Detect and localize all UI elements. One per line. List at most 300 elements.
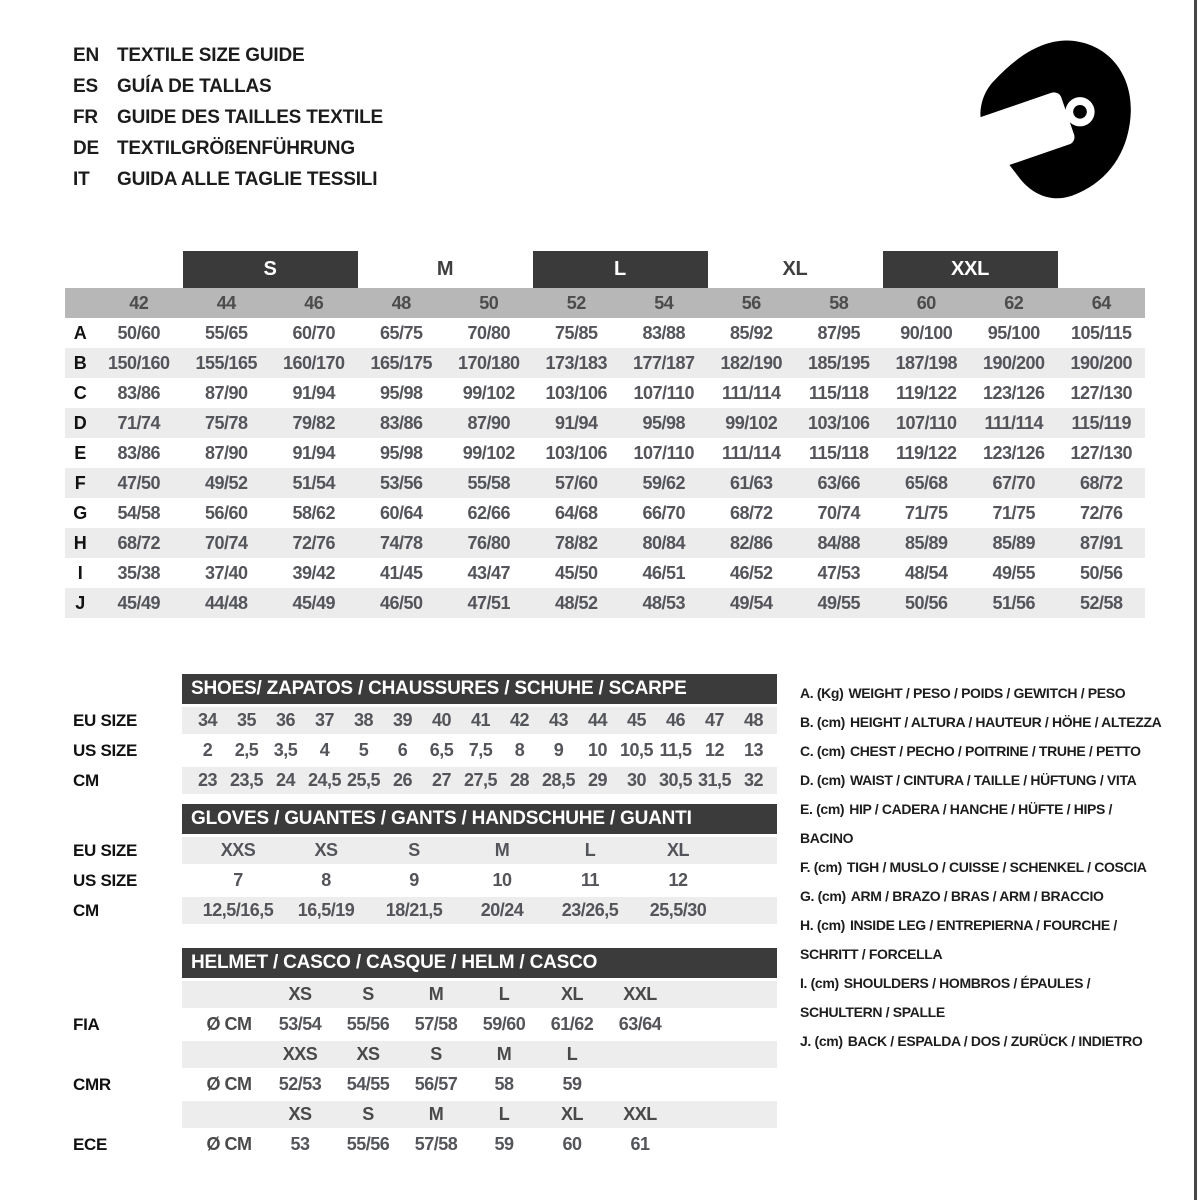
size-number: 60	[916, 293, 936, 313]
helmet-icon	[963, 26, 1158, 221]
legend-key: I. (cm)	[800, 975, 839, 991]
cell-value: 30,5	[658, 770, 693, 790]
legend-item	[800, 795, 1162, 853]
legend-text: ARM / BRAZO / BRAS / ARM / BRACCIO	[850, 888, 1104, 904]
unit-spacer	[192, 981, 266, 1008]
size-value: 76/80	[467, 533, 511, 553]
size-value: 49/52	[204, 473, 248, 493]
cell-value: 39	[392, 710, 413, 730]
size-value: 49/55	[992, 563, 1036, 583]
table-title-row	[65, 804, 780, 834]
size-value: 46/50	[379, 593, 423, 613]
cell-value: 27	[431, 770, 452, 790]
helmet-size-label: M	[428, 1104, 444, 1124]
standard-label: CMR	[73, 1075, 111, 1094]
cell-value: 37	[314, 710, 335, 730]
cell-value: 63/64	[618, 1014, 662, 1034]
row-label-spacer	[65, 948, 182, 978]
cell-value: 2	[202, 740, 213, 760]
row-cells	[182, 737, 777, 764]
size-value: 91/94	[554, 413, 598, 433]
size-value: 50/60	[117, 323, 161, 343]
size-value: 85/89	[992, 533, 1036, 553]
size-number: 46	[304, 293, 324, 313]
size-value: 115/118	[808, 383, 869, 403]
cell-value: 45	[626, 710, 647, 730]
size-value: 71/75	[992, 503, 1036, 523]
size-group-label: XL	[782, 258, 808, 280]
cell-value: 44	[587, 710, 608, 730]
size-value: 84/88	[817, 533, 861, 553]
helmet-size-table	[65, 948, 780, 1161]
cell-value: 35	[236, 710, 257, 730]
legend-text: SHOULDERS / HOMBROS / ÉPAULES / SCHULTERN / SPALLE	[800, 975, 1091, 1020]
size-value: 103/106	[545, 443, 608, 463]
size-value: 74/78	[379, 533, 423, 553]
size-value: 173/183	[545, 353, 608, 373]
size-value: 82/86	[729, 533, 773, 553]
cell-value: 31,5	[697, 770, 732, 790]
size-value: 99/102	[462, 383, 515, 403]
size-value: 78/82	[554, 533, 598, 553]
cell-value: 6,5	[429, 740, 454, 760]
size-value: 41/45	[379, 563, 423, 583]
size-value: 99/102	[725, 413, 778, 433]
size-value: 37/40	[204, 563, 248, 583]
size-value: 83/86	[379, 413, 423, 433]
size-value: 70/74	[817, 503, 861, 523]
size-value: 47/53	[817, 563, 861, 583]
size-value: 51/54	[292, 473, 336, 493]
size-value: 91/94	[292, 383, 336, 403]
size-value: 177/187	[632, 353, 695, 373]
cell-value: XL	[666, 840, 689, 860]
row-cells	[182, 1071, 777, 1098]
row-label-spacer	[65, 981, 182, 1008]
size-value: 182/190	[720, 353, 783, 373]
helmet-values-row	[65, 1011, 780, 1038]
size-value: 64/68	[554, 503, 598, 523]
size-value: 48/52	[554, 593, 598, 613]
legend-item	[800, 679, 1162, 708]
table-title-row	[65, 674, 780, 704]
legend-text: WEIGHT / PESO / POIDS / GEWITCH / PESO	[848, 685, 1126, 701]
size-value: 111/114	[721, 383, 781, 403]
cell-value: 60	[562, 1134, 582, 1154]
helmet-size-label: XS	[288, 1104, 312, 1124]
cell-value: 10,5	[619, 740, 654, 760]
size-value: 127/130	[1070, 443, 1133, 463]
cell-value: 12	[668, 870, 688, 890]
size-value: 61/63	[729, 473, 773, 493]
cell-value: 3,5	[273, 740, 298, 760]
legend-item	[800, 853, 1162, 882]
helmet-size-label: XL	[560, 984, 583, 1004]
cell-value: 41	[470, 710, 491, 730]
size-value: 83/86	[117, 383, 161, 403]
cell-value: 32	[743, 770, 764, 790]
language-title: GUIDA ALLE TAGLIE TESSILI	[117, 169, 378, 190]
row-letter: E	[74, 443, 86, 463]
row-cells	[182, 1011, 777, 1038]
size-value: 65/68	[904, 473, 948, 493]
size-value: 95/100	[987, 323, 1040, 343]
cell-value: XS	[314, 840, 338, 860]
unit-label: Ø CM	[206, 1074, 252, 1094]
size-value: 50/56	[1079, 563, 1123, 583]
size-value: 127/130	[1070, 383, 1133, 403]
size-group-label: M	[436, 258, 454, 280]
legend-item	[800, 708, 1162, 737]
cell-value: 7	[233, 870, 243, 890]
cell-value: 30	[626, 770, 647, 790]
size-value: 115/118	[808, 443, 869, 463]
size-number: 52	[566, 293, 586, 313]
cell-value: 11	[580, 870, 600, 890]
size-value: 111/114	[984, 413, 1044, 433]
size-value: 83/88	[642, 323, 686, 343]
table-title-row	[65, 948, 780, 978]
helmet-size-label: S	[430, 1044, 442, 1064]
size-value: 46/51	[642, 563, 686, 583]
size-value: 190/200	[982, 353, 1045, 373]
legend-key: A. (Kg)	[800, 685, 844, 701]
size-number: 62	[1004, 293, 1024, 313]
size-value: 95/98	[379, 443, 423, 463]
helmet-size-label: S	[362, 1104, 374, 1124]
size-value: 48/54	[904, 563, 948, 583]
size-value: 62/66	[467, 503, 511, 523]
cell-value: XXS	[220, 840, 256, 860]
size-number: 48	[391, 293, 411, 313]
helmet-size-label: L	[498, 1104, 510, 1124]
size-value: 51/56	[992, 593, 1036, 613]
size-value: 55/58	[467, 473, 511, 493]
helmet-sizes-row	[65, 1041, 780, 1068]
cell-value: 58	[494, 1074, 514, 1094]
size-value: 45/50	[554, 563, 598, 583]
language-row	[73, 71, 383, 102]
legend-text: HIP / CADERA / HANCHE / HÜFTE / HIPS / BACINO	[800, 801, 1113, 846]
size-table-row	[65, 468, 1145, 498]
cell-value: 13	[743, 740, 764, 760]
language-title: GUÍA DE TALLAS	[117, 76, 272, 97]
cell-value: 29	[587, 770, 608, 790]
size-value: 66/70	[642, 503, 686, 523]
size-number: 64	[1091, 293, 1111, 313]
size-value: 54/58	[117, 503, 161, 523]
cell-value: 55/56	[346, 1014, 390, 1034]
legend-key: G. (cm)	[800, 888, 846, 904]
size-value: 75/78	[204, 413, 248, 433]
cell-value: 53	[290, 1134, 310, 1154]
legend-text: WAIST / CINTURA / TAILLE / HÜFTUNG / VITA	[850, 772, 1137, 788]
cell-value: 43	[548, 710, 569, 730]
size-value: 90/100	[900, 323, 953, 343]
size-value: 68/72	[729, 503, 773, 523]
legend-text: CHEST / PECHO / POITRINE / TRUHE / PETTO	[850, 743, 1141, 759]
size-value: 52/58	[1079, 593, 1123, 613]
legend-key: E. (cm)	[800, 801, 845, 817]
row-letter: D	[73, 413, 87, 433]
cell-value: 55/56	[346, 1134, 390, 1154]
row-letter: A	[73, 323, 87, 343]
cell-value: 57/58	[414, 1134, 458, 1154]
legend-item	[800, 911, 1162, 969]
size-number: 50	[479, 293, 499, 313]
table-title-bar: SHOES/ ZAPATOS / CHAUSSURES / SCHUHE / SCARPE	[182, 674, 777, 704]
cell-value: 48	[743, 710, 764, 730]
row-cells	[182, 867, 777, 894]
size-value: 45/49	[117, 593, 161, 613]
size-value: 91/94	[292, 443, 336, 463]
helmet-size-label: M	[496, 1044, 512, 1064]
table-row	[65, 837, 780, 864]
cell-value: 23/26,5	[561, 900, 619, 920]
cell-value: 4	[319, 740, 330, 760]
helmet-size-label: S	[362, 984, 374, 1004]
row-label: US SIZE	[73, 871, 138, 890]
size-value: 85/92	[729, 323, 773, 343]
size-value: 95/98	[642, 413, 686, 433]
size-value: 87/90	[204, 383, 248, 403]
legend-text: BACK / ESPALDA / DOS / ZURÜCK / INDIETRO	[847, 1033, 1143, 1049]
legend-key: H. (cm)	[800, 917, 845, 933]
cell-value: 6	[397, 740, 408, 760]
helmet-size-label: XL	[560, 1104, 583, 1124]
cell-value: 18/21,5	[385, 900, 443, 920]
size-value: 190/200	[1070, 353, 1133, 373]
row-label: US SIZE	[73, 741, 138, 760]
size-value: 47/50	[117, 473, 161, 493]
language-title: TEXTILGRÖßENFÜHRUNG	[117, 138, 355, 159]
legend-text: INSIDE LEG / ENTREPIERNA / FOURCHE / SCHRITT / FORCELLA	[800, 917, 1117, 962]
row-label-spacer	[65, 1101, 182, 1128]
language-code: DE	[73, 138, 99, 159]
cell-value: 10	[587, 740, 608, 760]
size-value: 56/60	[204, 503, 248, 523]
cell-value: 25,5/30	[649, 900, 707, 920]
size-group-label: XXL	[883, 251, 1058, 288]
language-code: IT	[73, 169, 90, 190]
table-title-bar: GLOVES / GUANTES / GANTS / HANDSCHUHE / GUANTI	[182, 804, 777, 834]
size-value: 67/70	[992, 473, 1036, 493]
size-value: 80/84	[642, 533, 686, 553]
size-value: 45/49	[292, 593, 336, 613]
row-label: CM	[73, 901, 99, 920]
size-value: 87/91	[1079, 533, 1123, 553]
size-value: 65/75	[379, 323, 423, 343]
size-value: 58/62	[292, 503, 336, 523]
language-row	[73, 133, 383, 164]
size-table-row	[65, 318, 1145, 348]
size-value: 63/66	[817, 473, 861, 493]
cell-value: 26	[392, 770, 413, 790]
size-value: 83/86	[117, 443, 161, 463]
size-value: 119/122	[895, 383, 957, 403]
row-label: CM	[73, 771, 99, 790]
helmet-size-label	[606, 1041, 674, 1068]
size-value: 35/38	[117, 563, 161, 583]
size-value: 57/60	[554, 473, 598, 493]
cell-value: 5	[358, 740, 369, 760]
legend-key: B. (cm)	[800, 714, 845, 730]
cell-value: 24,5	[307, 770, 342, 790]
table-row	[65, 707, 780, 734]
size-value: 72/76	[1079, 503, 1123, 523]
size-value: 70/74	[204, 533, 248, 553]
legend-item	[800, 737, 1162, 766]
cell-value: 34	[197, 710, 218, 730]
size-value: 70/80	[467, 323, 511, 343]
size-value: 48/53	[642, 593, 686, 613]
helmet-size-label: XXL	[623, 984, 657, 1004]
size-value: 103/106	[545, 383, 608, 403]
size-group-label: S	[183, 251, 358, 288]
gloves-size-table	[65, 804, 780, 927]
legend-text: TIGH / MUSLO / CUISSE / SCHENKEL / COSCIA	[846, 859, 1147, 875]
legend-item	[800, 882, 1162, 911]
helmet-size-label: XS	[356, 1044, 380, 1064]
helmet-sizes-row	[65, 1101, 780, 1128]
row-letter: F	[74, 473, 86, 493]
cell-value: 53/54	[278, 1014, 322, 1034]
row-cells	[182, 897, 777, 924]
row-cells	[182, 1101, 777, 1128]
cell-value: M	[494, 840, 510, 860]
size-value: 165/175	[370, 353, 433, 373]
cell-value: 57/58	[414, 1014, 458, 1034]
size-value: 155/165	[195, 353, 258, 373]
size-table-row	[65, 438, 1145, 468]
size-value: 107/110	[633, 443, 695, 463]
size-value: 111/114	[721, 443, 781, 463]
size-value: 68/72	[117, 533, 161, 553]
row-cells	[182, 707, 777, 734]
cell-value: 27,5	[463, 770, 498, 790]
cell-value: L	[584, 840, 596, 860]
size-number: 54	[654, 293, 674, 313]
size-value: 160/170	[282, 353, 345, 373]
size-value: 187/198	[895, 353, 958, 373]
helmet-values-row	[65, 1071, 780, 1098]
row-letter: G	[73, 503, 87, 523]
cell-value: 7,5	[468, 740, 493, 760]
size-value: 99/102	[462, 443, 515, 463]
cell-value: 40	[431, 710, 452, 730]
size-value: 49/55	[817, 593, 861, 613]
language-title: TEXTILE SIZE GUIDE	[117, 45, 305, 66]
size-number: 44	[216, 293, 236, 313]
cell-value: 20/24	[480, 900, 524, 920]
cell-value: 23,5	[229, 770, 264, 790]
row-label-spacer	[65, 804, 182, 834]
cell-value: 54/55	[346, 1074, 390, 1094]
cell-value: 36	[275, 710, 296, 730]
cell-value: 10	[492, 870, 512, 890]
row-letter: I	[77, 563, 83, 583]
size-table-row	[65, 588, 1145, 618]
cell-value: 28	[509, 770, 530, 790]
size-table-row	[65, 408, 1145, 438]
size-value: 115/119	[1071, 413, 1132, 433]
cell-value: 38	[353, 710, 374, 730]
row-label-spacer	[65, 674, 182, 704]
size-group-header-row	[65, 251, 1145, 288]
helmet-values-row	[65, 1131, 780, 1158]
legend-text: HEIGHT / ALTURA / HAUTEUR / HÖHE / ALTEZZA	[850, 714, 1162, 730]
size-value: 107/110	[633, 383, 695, 403]
table-row	[65, 897, 780, 924]
language-row	[73, 164, 383, 195]
size-value: 68/72	[1079, 473, 1123, 493]
cell-value: 47	[704, 710, 725, 730]
cell-value: 42	[509, 710, 530, 730]
size-numbers-row	[65, 288, 1145, 318]
size-value: 123/126	[982, 443, 1045, 463]
helmet-size-label: XS	[288, 984, 312, 1004]
cell-value: 59	[562, 1074, 582, 1094]
size-value: 50/56	[904, 593, 948, 613]
table-row	[65, 737, 780, 764]
size-value: 59/62	[642, 473, 686, 493]
helmet-icon-svg	[963, 26, 1158, 221]
legend-item	[800, 969, 1162, 1027]
size-value: 119/122	[895, 443, 957, 463]
size-value: 107/110	[895, 413, 957, 433]
cell-value: 8	[514, 740, 525, 760]
shoes-size-table	[65, 674, 780, 797]
standard-label: ECE	[73, 1135, 108, 1154]
unit-label: Ø CM	[206, 1014, 252, 1034]
helmet-sizes-row	[65, 981, 780, 1008]
row-letter: B	[73, 353, 87, 373]
size-value: 53/56	[379, 473, 423, 493]
language-title-list	[73, 40, 383, 195]
size-value: 71/74	[117, 413, 161, 433]
size-value: 39/42	[292, 563, 336, 583]
legend-item	[800, 766, 1162, 795]
row-letter: H	[73, 533, 87, 553]
size-value: 55/65	[204, 323, 248, 343]
helmet-size-label: L	[566, 1044, 578, 1064]
size-table-row	[65, 498, 1145, 528]
cell-value	[606, 1071, 674, 1098]
legend-key: C. (cm)	[800, 743, 845, 759]
size-table-row	[65, 348, 1145, 378]
size-number: 58	[829, 293, 849, 313]
size-value: 43/47	[467, 563, 511, 583]
helmet-size-label: L	[498, 984, 510, 1004]
textile-size-table	[65, 251, 1145, 618]
size-group-label: L	[533, 251, 708, 288]
size-value: 47/51	[467, 593, 511, 613]
cell-value: 11,5	[659, 740, 692, 760]
size-value: 75/85	[554, 323, 598, 343]
cell-value: 9	[409, 870, 419, 890]
cell-value: 52/53	[278, 1074, 322, 1094]
language-code: ES	[73, 76, 98, 97]
size-value: 44/48	[204, 593, 248, 613]
size-table-row	[65, 558, 1145, 588]
row-label: EU SIZE	[73, 841, 138, 860]
cell-value: 59	[494, 1134, 514, 1154]
row-cells	[182, 1041, 777, 1068]
row-cells	[182, 1131, 777, 1158]
row-label-spacer	[65, 1041, 182, 1068]
row-cells	[182, 981, 777, 1008]
size-number: 56	[741, 293, 761, 313]
